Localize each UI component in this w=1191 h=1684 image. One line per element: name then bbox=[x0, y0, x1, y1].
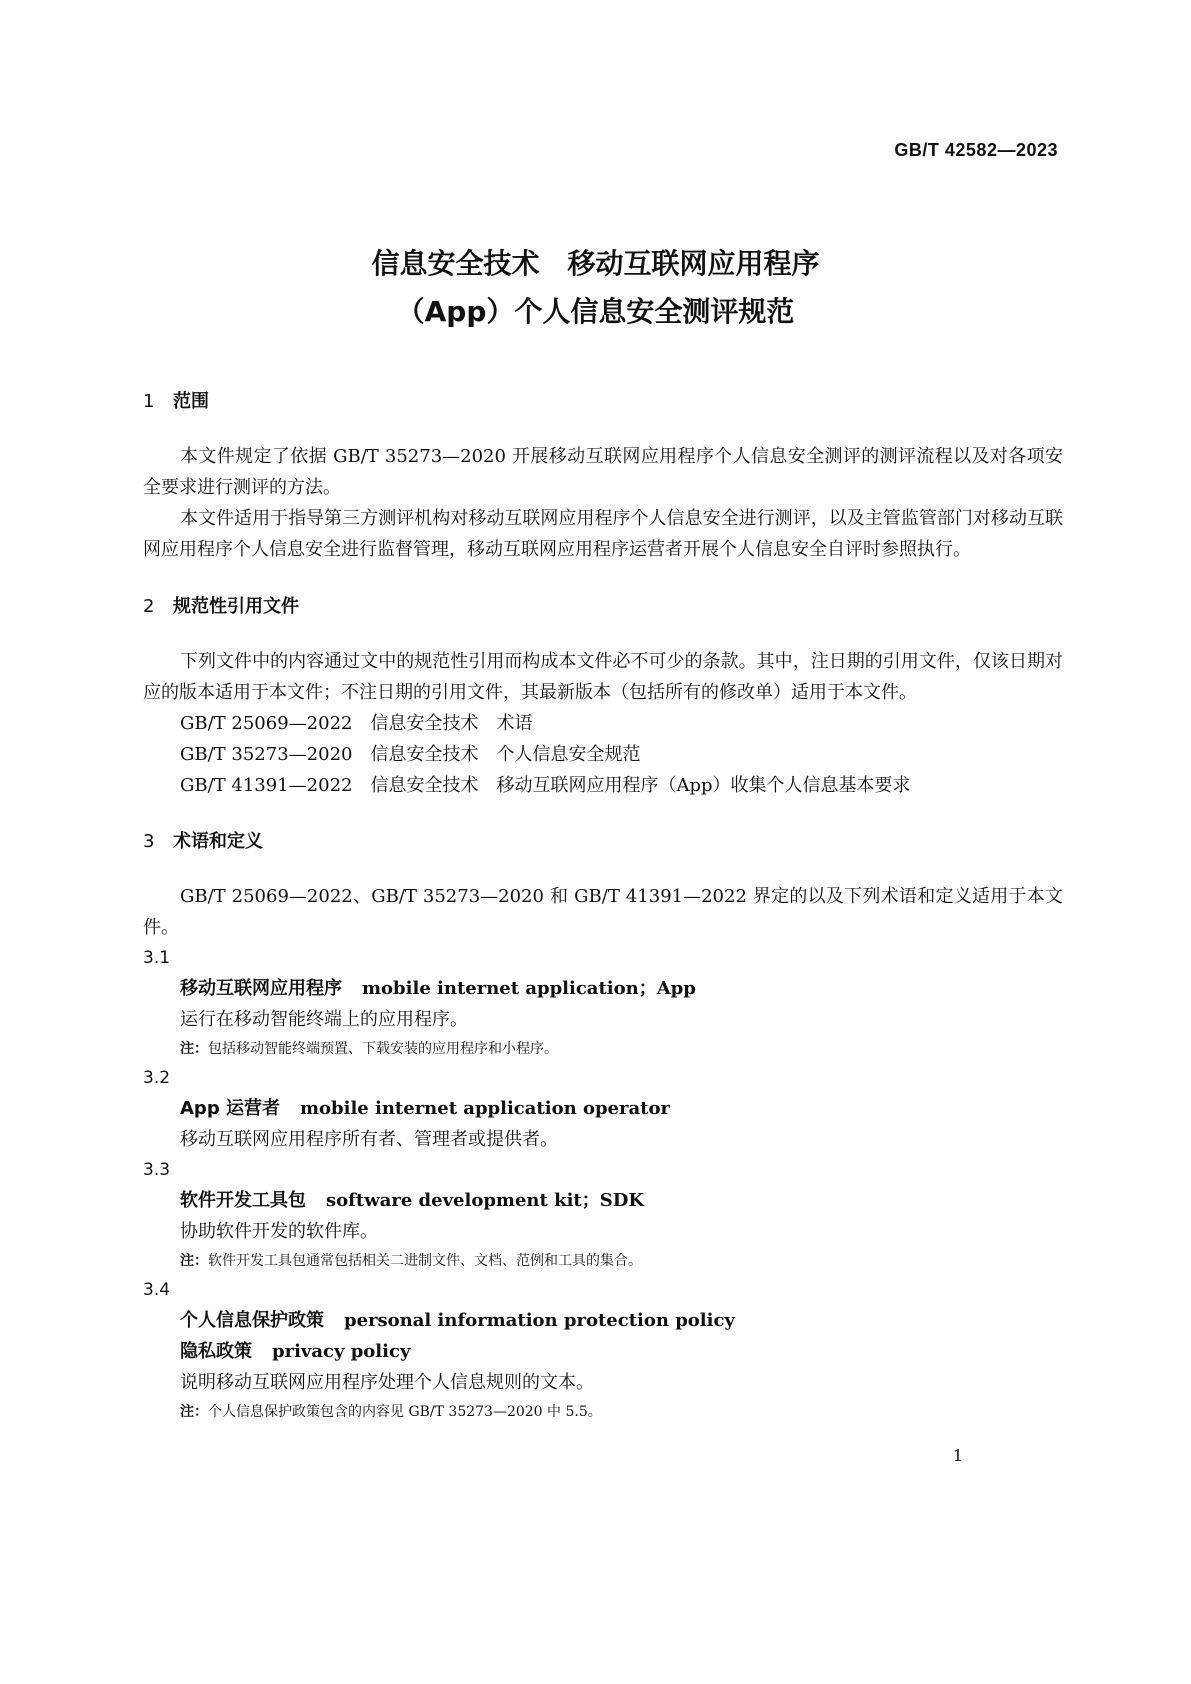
term-definition: 移动互联网应用程序所有者、管理者或提供者。 bbox=[180, 1129, 558, 1150]
section-title: 术语和定义 bbox=[173, 831, 263, 852]
term-name-cn: 移动互联网应用程序 bbox=[180, 978, 342, 999]
note-text: 软件开发工具包通常包括相关二进制文件、文档、范例和工具的集合。 bbox=[208, 1253, 642, 1269]
term-name-en: mobile internet application；App bbox=[362, 978, 696, 999]
term-name bbox=[143, 973, 1063, 1004]
term-name bbox=[143, 1305, 1063, 1336]
section-title: 范围 bbox=[173, 391, 209, 412]
paragraph: 本文件规定了依据 GB/T 35273—2020 开展移动互联网应用程序个人信息安全测评的测评流程以及对各项安全要求进行测评的方法。 bbox=[143, 446, 1063, 498]
term-name-cn: 个人信息保护政策 bbox=[180, 1310, 324, 1331]
term-definition: 说明移动互联网应用程序处理个人信息规则的文本。 bbox=[180, 1372, 594, 1393]
note-label: 注： bbox=[180, 1041, 208, 1057]
section-2-heading bbox=[143, 593, 1063, 621]
section-title: 规范性引用文件 bbox=[173, 596, 299, 617]
note-label: 注： bbox=[180, 1404, 208, 1420]
section-number: 1 bbox=[143, 391, 155, 412]
document-body bbox=[143, 388, 1063, 1426]
term-name bbox=[143, 1185, 1063, 1216]
paragraph: 本文件适用于指导第三方测评机构对移动互联网应用程序个人信息安全进行测评，以及主管监管部门对移动互联网应用程序个人信息安全进行监督管理，移动互联网应用程序运营者开展个人信息安全自评时参照执行。 bbox=[143, 508, 1063, 560]
term-synonym-cn: 隐私政策 bbox=[180, 1341, 252, 1362]
term-name-en: software development kit；SDK bbox=[326, 1190, 644, 1211]
term-number: 3.2 bbox=[143, 1068, 171, 1088]
section-number: 2 bbox=[143, 596, 155, 617]
term-name bbox=[143, 1093, 1063, 1124]
term-name-en: mobile internet application operator bbox=[299, 1098, 670, 1119]
term-name-en: personal information protection policy bbox=[344, 1310, 735, 1331]
title-line-2: （App）个人信息安全测评规范 bbox=[396, 295, 795, 328]
title-line-1: 信息安全技术 移动互联网应用程序 bbox=[371, 247, 820, 280]
note-text: 个人信息保护政策包含的内容见 GB/T 35273—2020 中 5.5。 bbox=[208, 1404, 602, 1420]
term-synonym-en: privacy policy bbox=[272, 1341, 411, 1362]
note-label: 注： bbox=[180, 1253, 208, 1269]
section-1-heading bbox=[143, 388, 1063, 416]
document-title bbox=[0, 240, 1191, 336]
term-name-cn: 软件开发工具包 bbox=[180, 1190, 306, 1211]
section-number: 3 bbox=[143, 831, 155, 852]
term-synonym bbox=[143, 1336, 1063, 1367]
term-name-cn: App 运营者 bbox=[180, 1098, 280, 1119]
term-note bbox=[143, 1247, 1063, 1275]
paragraph: 下列文件中的内容通过文中的规范性引用而构成本文件必不可少的条款。其中，注日期的引用文件，仅该日期对应的版本适用于本文件；不注日期的引用文件，其最新版本（包括所有的修改单）适用于本文件。 bbox=[143, 651, 1063, 703]
term-definition: 运行在移动智能终端上的应用程序。 bbox=[180, 1009, 468, 1030]
paragraph: GB/T 25069—2022、GB/T 35273—2020 和 GB/T 41391—2022 界定的以及下列术语和定义适用于本文件。 bbox=[143, 886, 1063, 938]
note-text: 包括移动智能终端预置、下载安装的应用程序和小程序。 bbox=[208, 1041, 558, 1057]
term-definition: 协助软件开发的软件库。 bbox=[180, 1221, 378, 1242]
reference-item: GB/T 25069—2022 信息安全技术 术语 bbox=[180, 713, 533, 734]
term-number: 3.4 bbox=[143, 1280, 171, 1300]
reference-item: GB/T 35273—2020 信息安全技术 个人信息安全规范 bbox=[180, 744, 641, 765]
term-number: 3.3 bbox=[143, 1160, 171, 1180]
term-note bbox=[143, 1398, 1063, 1426]
standard-code: GB/T 42582—2023 bbox=[894, 140, 1058, 160]
section-3-heading bbox=[143, 828, 1063, 856]
reference-item: GB/T 41391—2022 信息安全技术 移动互联网应用程序（App）收集个人信息基本要求 bbox=[180, 775, 911, 796]
term-note bbox=[143, 1035, 1063, 1063]
page-number: 1 bbox=[952, 1446, 963, 1465]
term-number: 3.1 bbox=[143, 948, 171, 968]
